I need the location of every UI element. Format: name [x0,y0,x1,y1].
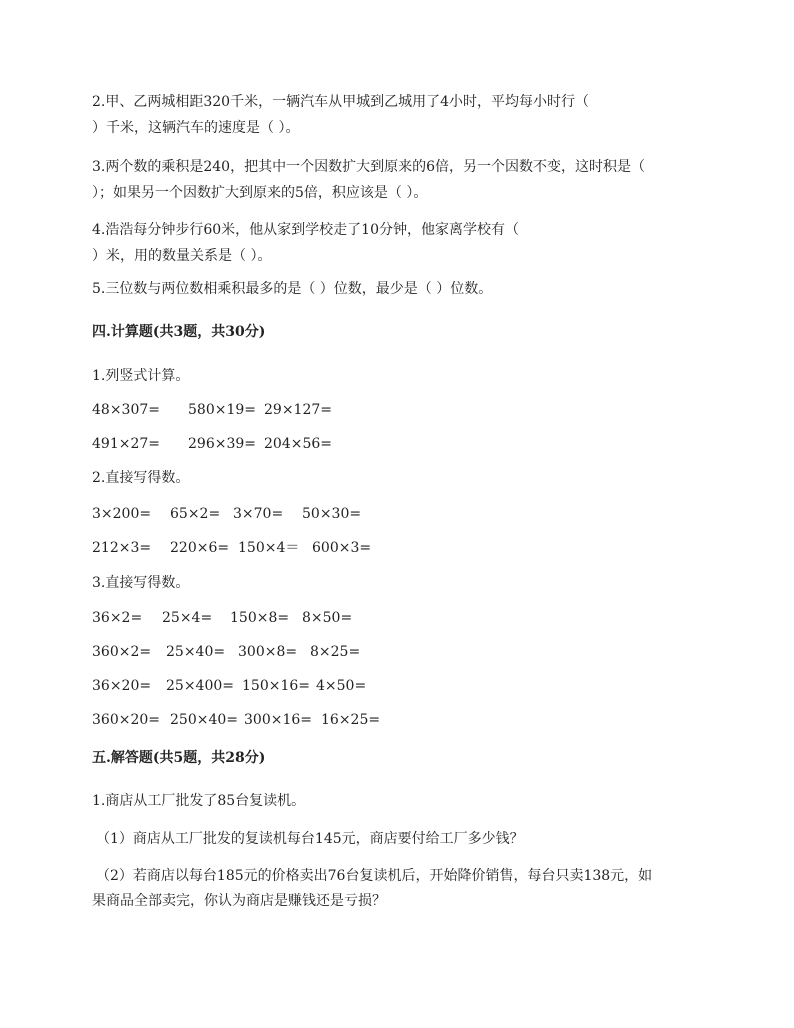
calc-q2-title: 2.直接写得数。 [92,470,190,486]
equation: 8×50= [302,610,353,626]
equation: 3×70= [233,506,284,522]
equation: 50×30= [302,506,362,522]
equation: 36×20= [92,678,152,694]
equation: 25×40= [166,644,226,660]
equation: 150×8= [230,610,290,626]
section-4-heading: 四.计算题(共3题，共30分) [92,324,266,340]
question-3-line-2: ）；如果另一个因数扩大到原来的5倍，积应该是（ ）。 [92,185,428,201]
equation: 65×2= [170,506,221,522]
equation: 48×307= [92,402,160,418]
calc-q3-title: 3.直接写得数。 [92,575,190,591]
sub-question-2-line-1: （2）若商店以每台185元的价格卖出76台复读机后，开始降价销售，每台只卖138元，如 [96,868,653,884]
equation: 300×16= [244,712,312,728]
question-4-line-1: 4.浩浩每分钟步行60米，他从家到学校走了10分钟，他家离学校有（ [92,222,519,238]
question-3-line-1: 3.两个数的乘积是240，把其中一个因数扩大到原来的6倍，另一个因数不变，这时积是（ [92,159,645,175]
question-2-line-2: ）千米，这辆汽车的速度是（ ）。 [92,120,300,136]
equation: 491×27= [92,436,160,452]
equation: 580×19= [188,402,256,418]
equation: 296×39= [188,436,256,452]
equation: 220×6= [170,540,230,556]
equation: 150×16= [242,678,310,694]
equation: 360×2= [92,644,152,660]
sub-question-1: （1）商店从工厂批发的复读机每台145元，商店要付给工厂多少钱？ [96,831,524,847]
equation: 3×200= [92,506,152,522]
sub-question-2-line-2: 果商品全部卖完，你认为商店是赚钱还是亏损？ [92,893,386,909]
equation: 36×2= [92,610,143,626]
question-2-line-1: 2.甲、乙两城相距320千米，一辆汽车从甲城到乙城用了4小时，平均每小时行（ [92,94,589,110]
question-5-line: 5.三位数与两位数相乘积最多的是（ ）位数，最少是（ ）位数。 [92,281,493,297]
section-5-heading: 五.解答题(共5题，共28分) [92,750,266,766]
question-4-line-2: ）米，用的数量关系是（ ）。 [92,248,272,264]
equation: 212×3= [92,540,152,556]
equation: 8×25= [310,644,361,660]
equation: 300×8= [238,644,298,660]
word-problem-1: 1.商店从工厂批发了85台复读机。 [92,793,306,809]
equation: 204×56= [264,436,332,452]
equation: 250×40= [170,712,238,728]
equation: 600×3= [312,540,372,556]
calc-q1-title: 1.列竖式计算。 [92,368,190,384]
equation: 360×20= [92,712,160,728]
equation: 25×400= [166,678,234,694]
equation: 29×127= [264,402,332,418]
equation: 25×4= [162,610,213,626]
equation: 4×50= [316,678,367,694]
equation: 150×4＝ [238,540,300,556]
equation: 16×25= [321,712,381,728]
